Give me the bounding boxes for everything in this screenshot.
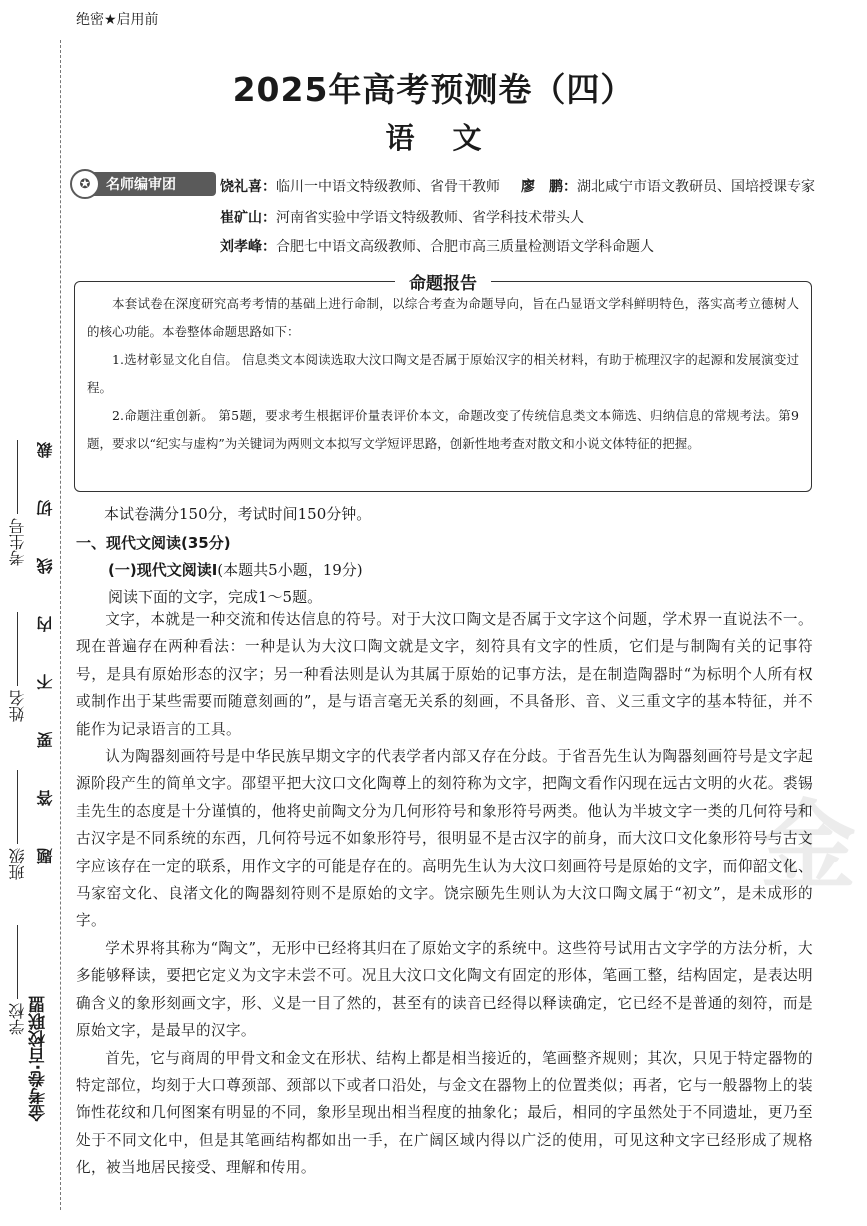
name-field: 姓名 — [6, 612, 29, 722]
editor-line-1: 饶礼喜：临川一中语文特级教师、省骨干教师 — [220, 179, 500, 195]
binding-dashed-line — [60, 40, 61, 1210]
report-title: 命题报告 — [75, 269, 811, 294]
editor-line-4: 刘孝峰：合肥七中语文高级教师、合肥市高三质量检测语文学科命题人 — [220, 239, 654, 255]
reading-passage — [76, 606, 813, 1182]
report-paragraph: 2.命题注重创新。 第5题，要求考生根据评价量表评价本文，命题改变了传统信息类文本筛选、归纳信息的常规考法。第9题，要求以“纪实与虚构”为关键词为两则文本拟写文学短评思路，创新性地考查对散文和小说文体特征的把握。 — [87, 408, 799, 451]
exam-title: 2025年高考预测卷（四） — [232, 70, 635, 109]
class-field: 班级 — [6, 770, 29, 880]
examinee-number-field: 考生号 — [6, 440, 29, 566]
brand-watermark: 金 — [760, 790, 856, 902]
proposition-report-box — [74, 274, 812, 492]
passage-paragraph: 认为陶器刻画符号是中华民族早期文字的代表学者内部又存在分歧。于省吾先生认为陶器刻画符号是文字起源阶段产生的简单文字。邵望平把大汶口文化陶尊上的刻符称为文字，把陶文看作闪现在远古文明的火花。裘锡圭先生的态度是十分谨慎的，他将史前陶文分为几何形符号和象形符号两类。他认为半坡文字一类的几何符号和古汉字是不同系统的东西，几何符号远不如象形符号，很明显不是古汉字的前身，而大汶口文化象形符号与古文字应该存在一定的联系，用作文字的可能是存在的。高明先生认为大汶口刻画符号是原始的文字，而仰韶文化、马家窑文化、良渚文化的陶器刻符则不是原始的文字。饶宗颐先生则认为大汶口陶文属于“初文”，是未成形的字。 — [76, 748, 813, 930]
report-paragraph: 1.选材彰显文化自信。 信息类文本阅读选取大汶口陶文是否属于原始汉字的相关材料，有助于梳理汉字的起源和发展演变过程。 — [87, 352, 799, 395]
seal-line-notice: 题答要不内线切裁 — [36, 400, 55, 864]
subject-title: 语 文 — [385, 121, 496, 155]
star-badge-icon: ✪ — [70, 169, 100, 199]
school-field: 学校 — [6, 925, 29, 1035]
subsection-heading: (一)现代文阅读Ⅰ(本题共5小题，19分) — [108, 561, 363, 579]
passage-paragraph: 首先，它与商周的甲骨文和金文在形状、结构上都是相当接近的，笔画整齐规则；其次，只见于特定器物的特定部位，均刻于大口尊颈部、颈部以下或者口沿处，与金文在器物上的位置类似；再者，它与一般器物上的装饰性花纹和几何图案有明显的不同，象形呈现出相当程度的抽象化；最后，相同的字虽然处于不同遗址，更乃至处于不同文化中，但是其笔画结构都如出一手，在广阔区域内得以广泛的使用，可见这种文字已经形成了规格化，被当地居民接受、理解和传用。 — [76, 1049, 813, 1177]
report-body — [87, 290, 799, 458]
report-paragraph: 本套试卷在深度研究高考考情的基础上进行命制，以综合考查为命题导向，旨在凸显语文学科鲜明特色，落实高考立德树人的核心功能。本卷整体命题思路如下： — [87, 296, 799, 339]
brand-label: 金考卷·百校联盟 — [29, 996, 49, 1122]
passage-paragraph: 文字，本就是一种交流和传达信息的符号。对于大汶口陶文是否属于文字这个问题，学术界一直说法不一。现在普遍存在两种看法：一种是认为大汶口陶文就是文字，刻符具有文字的性质，它们是与制陶有关的记事符号，是具有原始形态的汉字；另一种看法则是认为其属于原始的记事方法，是在制造陶器时“为标明个人所有权或制作出于某些需要而随意刻画的”，是与语言毫无关系的刻画，不具备形、音、义三重文字的基本特征，并不能作为记录语言的工具。 — [76, 611, 813, 738]
section-heading: 一、现代文阅读(35分) — [76, 534, 231, 552]
passage-paragraph: 学术界将其称为“陶文”，无形中已经将其归在了原始文字的系统中。这些符号试用古文字学的方法分析，大多能够释读，要把它定义为文字未尝不可。况且大汶口文化陶文有固定的形体，笔画工整，结构固定，是表达明确含义的象形刻画文字，形、义是一目了然的，甚至有的读音已经得以释读确定，它已经不是普通的刻符，而是原始文字，是最早的汉字。 — [76, 939, 813, 1040]
score-time-note: 本试卷满分150分，考试时间150分钟。 — [104, 505, 372, 523]
reading-instruction: 阅读下面的文字，完成1～5题。 — [108, 588, 323, 606]
editorial-team-badge: ✪ 名师编审团 — [76, 172, 216, 196]
secret-label: 绝密★启用前 — [76, 12, 159, 28]
editor-line-2: 廖 鹏：湖北咸宁市语文教研员、国培授课专家 — [521, 179, 815, 195]
editor-line-3: 崔矿山：河南省实验中学语文特级教师、省学科技术带头人 — [220, 210, 584, 226]
